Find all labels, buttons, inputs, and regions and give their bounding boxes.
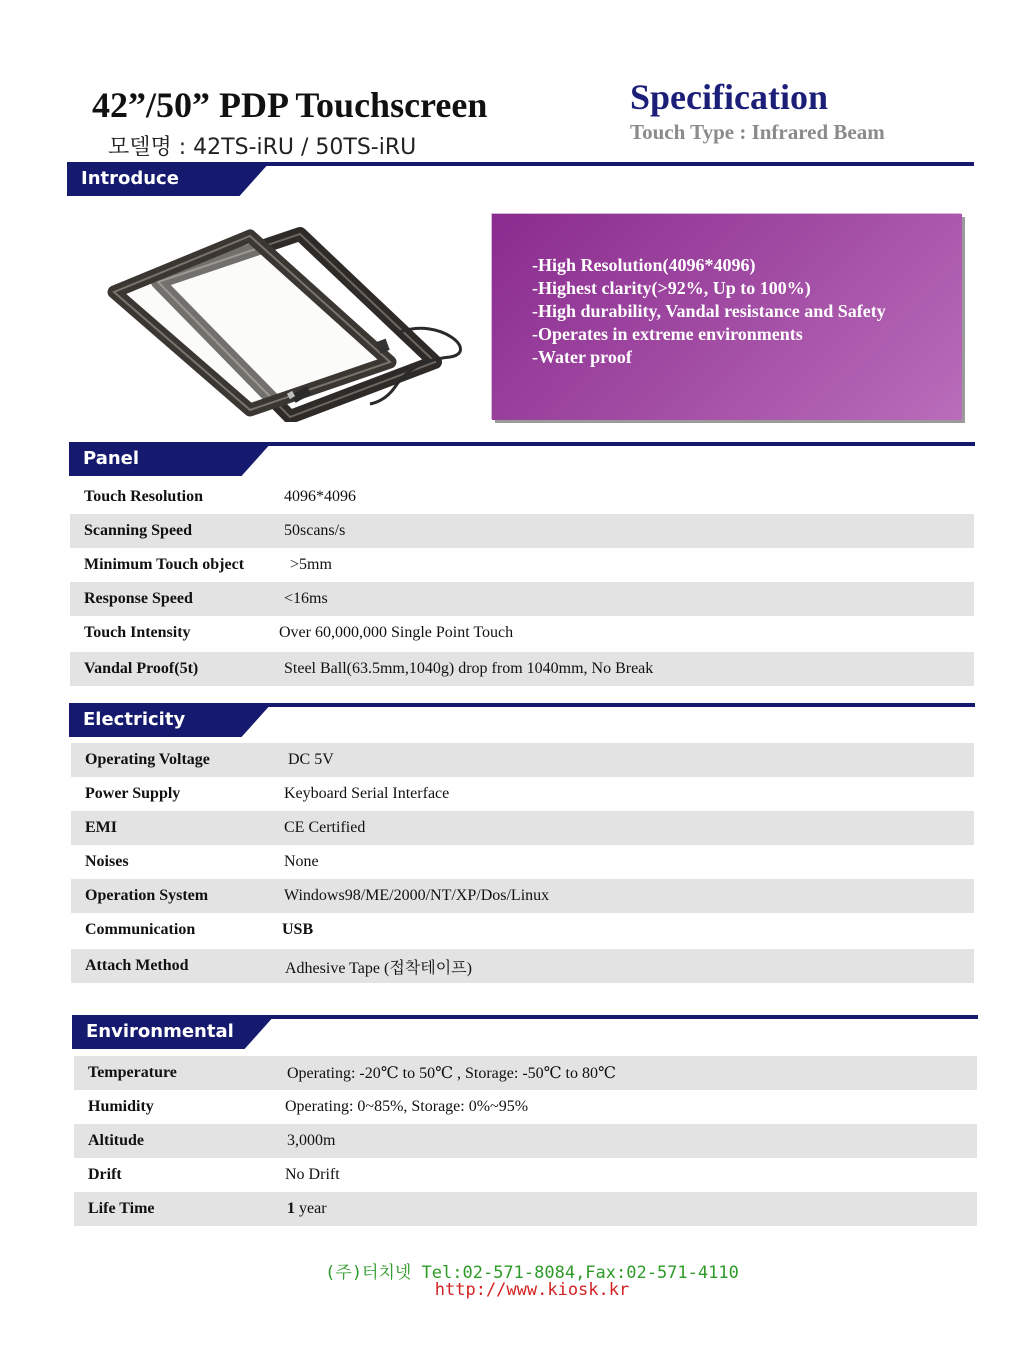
spec-key: Touch Resolution (84, 488, 203, 505)
model-number: 모델명 : 42TS-iRU / 50TS-iRU (108, 135, 417, 160)
spec-value: Adhesive Tape (접착테이프) (285, 959, 472, 977)
touch-frame-image (100, 222, 480, 422)
table-row (70, 652, 974, 686)
spec-value: USB (282, 921, 314, 938)
spec-value: 4096*4096 (284, 488, 356, 505)
spec-value: 50scans/s (284, 522, 346, 539)
table-row (71, 777, 974, 811)
spec-title: Specification (630, 77, 828, 117)
table-row (70, 616, 974, 650)
company-url[interactable]: http://www.kiosk.kr (434, 1280, 630, 1300)
electricity-section-header (69, 703, 975, 737)
table-row (70, 480, 974, 514)
spec-key: Noises (85, 853, 129, 870)
table-row (74, 1056, 977, 1090)
spec-key: Communication (85, 921, 196, 938)
table-row (70, 548, 974, 582)
life-time-number: 1 (287, 1200, 295, 1217)
touch-type: Touch Type : Infrared Beam (630, 120, 885, 144)
electricity-spec-table (71, 743, 974, 983)
spec-value: 3,000m (287, 1132, 336, 1149)
environmental-section-header (72, 1015, 978, 1049)
spec-key: Altitude (88, 1132, 144, 1149)
spec-key: Humidity (88, 1098, 154, 1115)
introduce-section-header (67, 162, 974, 196)
table-row (71, 845, 974, 879)
spec-value: Steel Ball(63.5mm,1040g) drop from 1040mm, No Break (284, 660, 654, 677)
page-title: 42”/50” PDP Touchscreen (92, 85, 488, 125)
table-row (74, 1090, 977, 1124)
spec-key: Vandal Proof(5t) (84, 660, 199, 677)
environmental-spec-table (74, 1056, 977, 1226)
spec-value: Keyboard Serial Interface (284, 785, 450, 802)
panel-section-header (69, 442, 975, 476)
spec-key: Temperature (88, 1064, 177, 1081)
table-row (70, 514, 974, 548)
feature-item: -Water proof (532, 347, 632, 367)
table-row (74, 1124, 977, 1158)
feature-item: -Operates in extreme environments (532, 324, 803, 344)
spec-value: None (284, 853, 319, 870)
feature-item: -High durability, Vandal resistance and Safety (532, 301, 886, 321)
spec-value: >5mm (290, 556, 332, 573)
section-label: Panel (83, 448, 140, 469)
spec-key: Life Time (88, 1200, 155, 1217)
table-row (74, 1192, 977, 1226)
spec-key: Response Speed (84, 590, 193, 607)
panel-spec-table (70, 480, 974, 686)
spec-value: Windows98/ME/2000/NT/XP/Dos/Linux (284, 887, 550, 904)
table-row (71, 811, 974, 845)
table-row (71, 913, 974, 947)
spec-value: No Drift (285, 1166, 340, 1183)
table-row (70, 582, 974, 616)
spec-key: Minimum Touch object (84, 556, 245, 573)
section-label: Electricity (83, 709, 186, 730)
spec-value: Operating: 0~85%, Storage: 0%~95% (285, 1098, 529, 1115)
spec-key: Drift (88, 1166, 122, 1183)
spec-key: Operating Voltage (85, 751, 210, 768)
feature-highlights (492, 214, 962, 420)
spec-value: Operating: -20℃ to 50℃ , Storage: -50℃ to 80℃ (287, 1065, 616, 1082)
spec-key: Scanning Speed (84, 522, 193, 539)
table-row (71, 743, 974, 777)
feature-item: -High Resolution(4096*4096) (532, 255, 756, 275)
feature-list (532, 254, 886, 369)
table-row (71, 879, 974, 913)
spec-value: <16ms (284, 590, 328, 607)
life-time-unit: year (295, 1200, 327, 1217)
table-row (71, 949, 974, 983)
spec-key: Operation System (85, 887, 209, 904)
spec-key: Touch Intensity (84, 624, 191, 641)
section-label: Introduce (81, 168, 179, 189)
spec-value: CE Certified (284, 819, 366, 836)
company-contact: (주)터치넷 Tel:02-571-8084,Fax:02-571-4110 (325, 1263, 739, 1283)
spec-value (287, 1200, 327, 1218)
spec-value: Over 60,000,000 Single Point Touch (279, 624, 514, 641)
feature-item: -Highest clarity(>92%, Up to 100%) (532, 278, 811, 298)
spec-key: EMI (85, 819, 117, 836)
table-row (74, 1158, 977, 1192)
spec-key: Power Supply (85, 785, 181, 802)
spec-key: Attach Method (85, 957, 189, 974)
section-label: Environmental (86, 1021, 234, 1042)
spec-value: DC 5V (288, 751, 334, 768)
